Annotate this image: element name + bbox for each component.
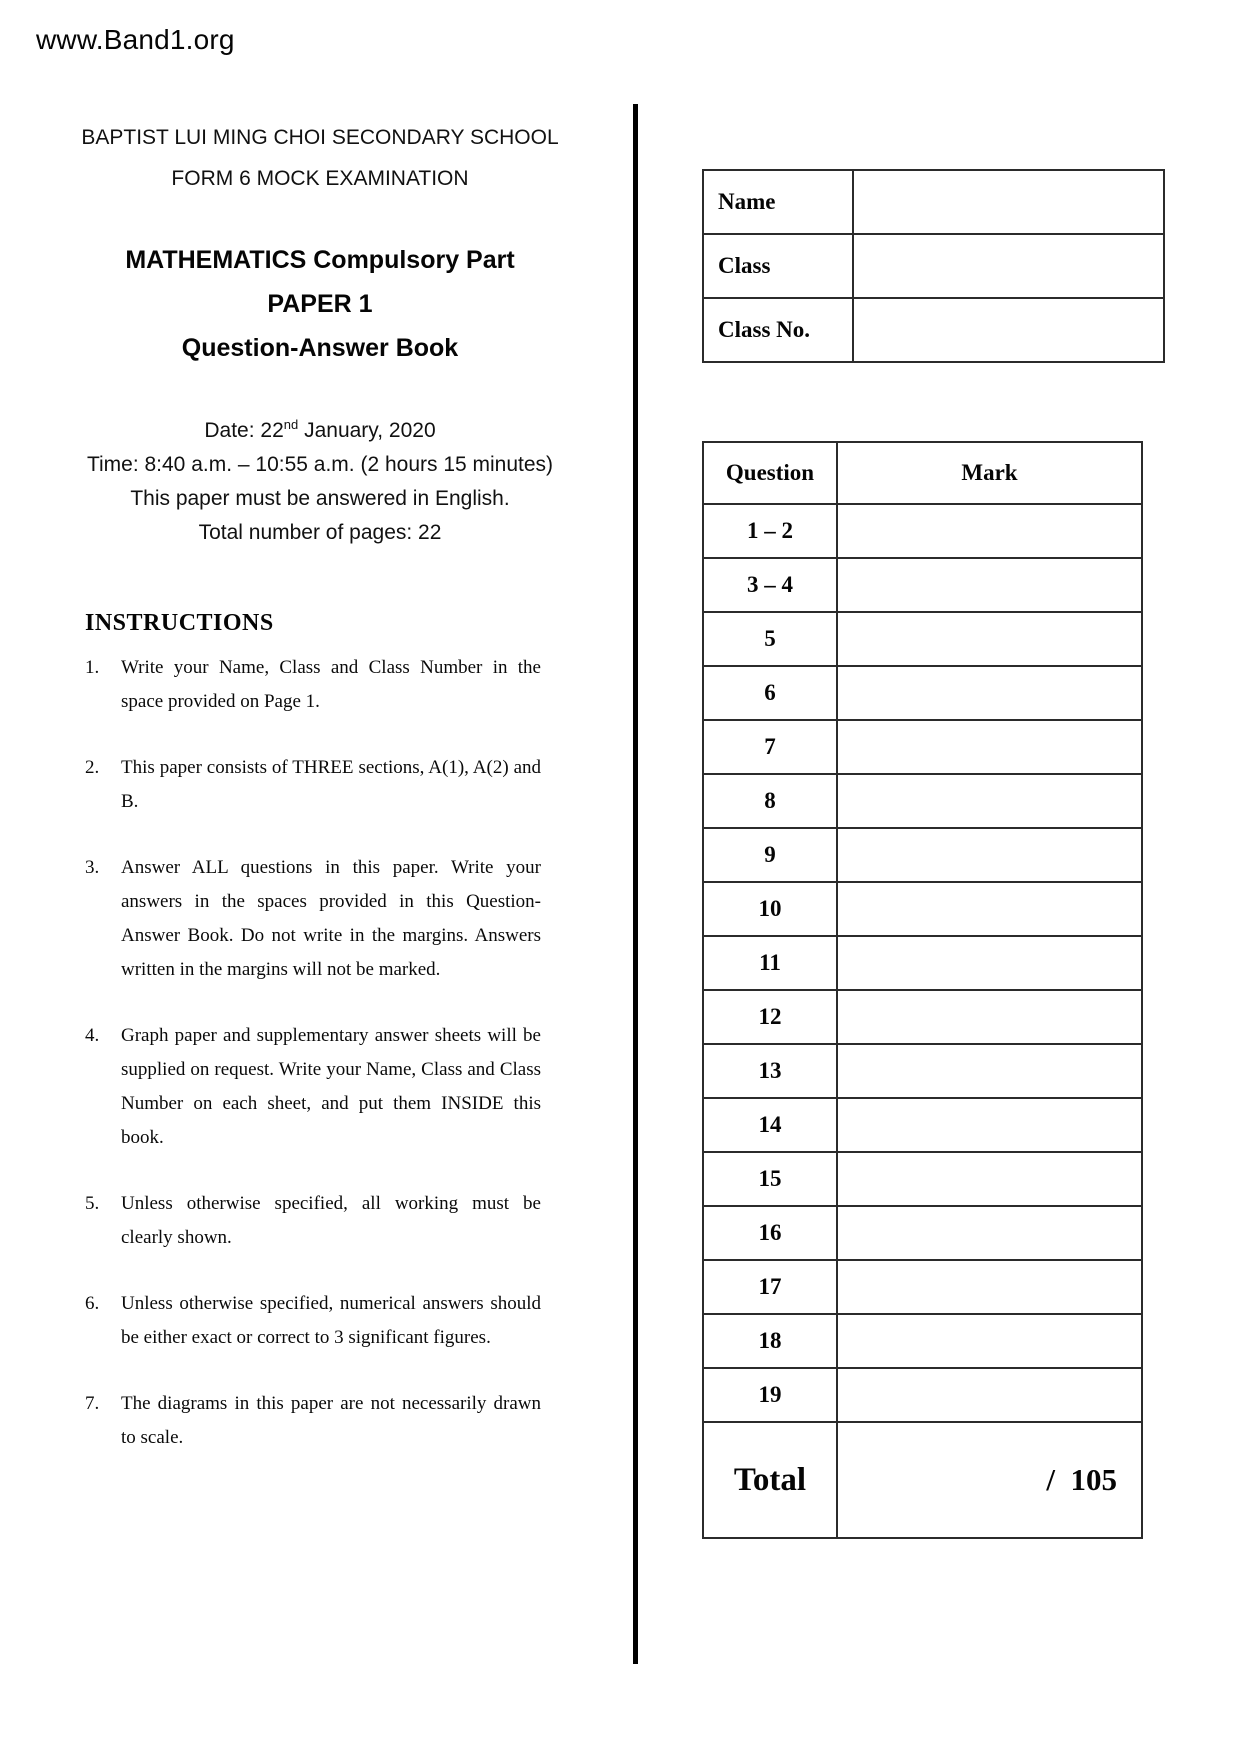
mark-input-cell[interactable] <box>837 1260 1142 1314</box>
school-header <box>28 117 612 199</box>
mark-table <box>702 441 1143 1539</box>
mark-input-cell[interactable] <box>837 504 1142 558</box>
question-number-cell: 19 <box>703 1368 837 1422</box>
instruction-item <box>85 1387 541 1455</box>
language-line: This paper must be answered in English. <box>130 487 510 510</box>
student-info-label: Class <box>703 234 853 298</box>
mark-table-row <box>703 828 1142 882</box>
mark-table-body <box>703 504 1142 1422</box>
mark-input-cell[interactable] <box>837 828 1142 882</box>
instruction-number: 7. <box>85 1393 100 1414</box>
column-divider-rule <box>633 104 638 1664</box>
mark-input-cell[interactable] <box>837 720 1142 774</box>
instruction-item <box>85 651 541 719</box>
mark-table-row <box>703 882 1142 936</box>
instructions-list <box>85 651 541 1487</box>
question-number-cell: 9 <box>703 828 837 882</box>
mark-input-cell[interactable] <box>837 990 1142 1044</box>
total-row <box>703 1422 1142 1538</box>
question-number-cell: 15 <box>703 1152 837 1206</box>
mark-column-header: Mark <box>837 442 1142 504</box>
question-number-cell: 3 – 4 <box>703 558 837 612</box>
instruction-text: Write your Name, Class and Class Number in the space provided on Page 1. <box>121 657 541 712</box>
student-info-body <box>703 170 1164 362</box>
instruction-text: This paper consists of THREE sections, A(1), A(2) and B. <box>121 757 541 812</box>
instruction-text: Answer ALL questions in this paper. Write your answers in the spaces provided in this Question-Answer Book. Do not write in the margins. Answers written in the margins will not be marked. <box>121 857 541 980</box>
total-score-cell[interactable]: / 105 <box>837 1422 1142 1538</box>
mark-input-cell[interactable] <box>837 1368 1142 1422</box>
watermark-text: www.Band1.org <box>36 24 235 55</box>
exam-name: FORM 6 MOCK EXAMINATION <box>171 167 469 190</box>
mark-table-row <box>703 1314 1142 1368</box>
mark-input-cell[interactable] <box>837 882 1142 936</box>
instructions-title: INSTRUCTIONS <box>85 610 274 636</box>
student-info-row <box>703 234 1164 298</box>
mark-input-cell[interactable] <box>837 774 1142 828</box>
instruction-number: 2. <box>85 757 100 778</box>
mark-input-cell[interactable] <box>837 1098 1142 1152</box>
paper-title-block <box>28 238 612 370</box>
mark-table-header-row <box>703 442 1142 504</box>
question-number-cell: 14 <box>703 1098 837 1152</box>
mark-input-cell[interactable] <box>837 1044 1142 1098</box>
instruction-item <box>85 1187 541 1255</box>
exam-info-block <box>28 414 612 550</box>
mark-input-cell[interactable] <box>837 1314 1142 1368</box>
mark-input-cell[interactable] <box>837 1152 1142 1206</box>
question-number-cell: 6 <box>703 666 837 720</box>
mark-table-row <box>703 1260 1142 1314</box>
paper-number: PAPER 1 <box>267 290 373 318</box>
instruction-number: 5. <box>85 1193 100 1214</box>
question-number-cell: 18 <box>703 1314 837 1368</box>
student-info-row <box>703 298 1164 362</box>
student-info-table <box>702 169 1165 363</box>
question-column-header: Question <box>703 442 837 504</box>
instruction-item <box>85 1287 541 1355</box>
question-number-cell: 13 <box>703 1044 837 1098</box>
mark-table-row <box>703 774 1142 828</box>
question-number-cell: 17 <box>703 1260 837 1314</box>
mark-table-row <box>703 936 1142 990</box>
book-title: Question-Answer Book <box>181 334 459 362</box>
mark-input-cell[interactable] <box>837 666 1142 720</box>
subject-title: MATHEMATICS Compulsory Part <box>125 246 515 274</box>
question-number-cell: 12 <box>703 990 837 1044</box>
mark-input-cell[interactable] <box>837 936 1142 990</box>
mark-table-row <box>703 1368 1142 1422</box>
time-line: Time: 8:40 a.m. – 10:55 a.m. (2 hours 15 minutes) <box>86 453 554 476</box>
student-info-row <box>703 170 1164 234</box>
mark-table-row <box>703 990 1142 1044</box>
instruction-text: Graph paper and supplementary answer sheets will be supplied on request. Write your Name, Class and Class Number on each sheet, and put them INSIDE this book. <box>121 1025 541 1148</box>
student-info-label: Class No. <box>703 298 853 362</box>
date-line: Date: 22nd January, 2020 <box>204 417 436 442</box>
mark-table-row <box>703 720 1142 774</box>
mark-table-row <box>703 558 1142 612</box>
mark-table-row <box>703 504 1142 558</box>
mark-table-row <box>703 612 1142 666</box>
instruction-number: 3. <box>85 857 100 878</box>
student-info-input-cell[interactable] <box>853 234 1164 298</box>
instruction-number: 1. <box>85 657 100 678</box>
question-number-cell: 16 <box>703 1206 837 1260</box>
question-number-cell: 11 <box>703 936 837 990</box>
instruction-item <box>85 751 541 819</box>
instruction-text: Unless otherwise specified, numerical answers should be either exact or correct to 3 significant figures. <box>121 1293 541 1348</box>
instruction-number: 6. <box>85 1293 100 1314</box>
student-info-label: Name <box>703 170 853 234</box>
mark-table-row <box>703 1206 1142 1260</box>
school-name: BAPTIST LUI MING CHOI SECONDARY SCHOOL <box>81 126 559 149</box>
question-number-cell: 8 <box>703 774 837 828</box>
instruction-item <box>85 1019 541 1155</box>
question-number-cell: 10 <box>703 882 837 936</box>
mark-table-row <box>703 1098 1142 1152</box>
instruction-number: 4. <box>85 1025 100 1046</box>
question-number-cell: 5 <box>703 612 837 666</box>
instruction-text: Unless otherwise specified, all working must be clearly shown. <box>121 1193 541 1248</box>
instruction-text: The diagrams in this paper are not necessarily drawn to scale. <box>121 1393 541 1448</box>
student-info-input-cell[interactable] <box>853 170 1164 234</box>
mark-input-cell[interactable] <box>837 1206 1142 1260</box>
instruction-item <box>85 851 541 987</box>
mark-table-row <box>703 666 1142 720</box>
date-ordinal: nd <box>283 417 299 432</box>
total-label: Total <box>703 1422 837 1538</box>
mark-input-cell[interactable] <box>837 612 1142 666</box>
mark-table-row <box>703 1044 1142 1098</box>
student-info-input-cell[interactable] <box>853 298 1164 362</box>
question-number-cell: 7 <box>703 720 837 774</box>
question-number-cell: 1 – 2 <box>703 504 837 558</box>
mark-input-cell[interactable] <box>837 558 1142 612</box>
pages-line: Total number of pages: 22 <box>198 521 442 544</box>
mark-table-row <box>703 1152 1142 1206</box>
